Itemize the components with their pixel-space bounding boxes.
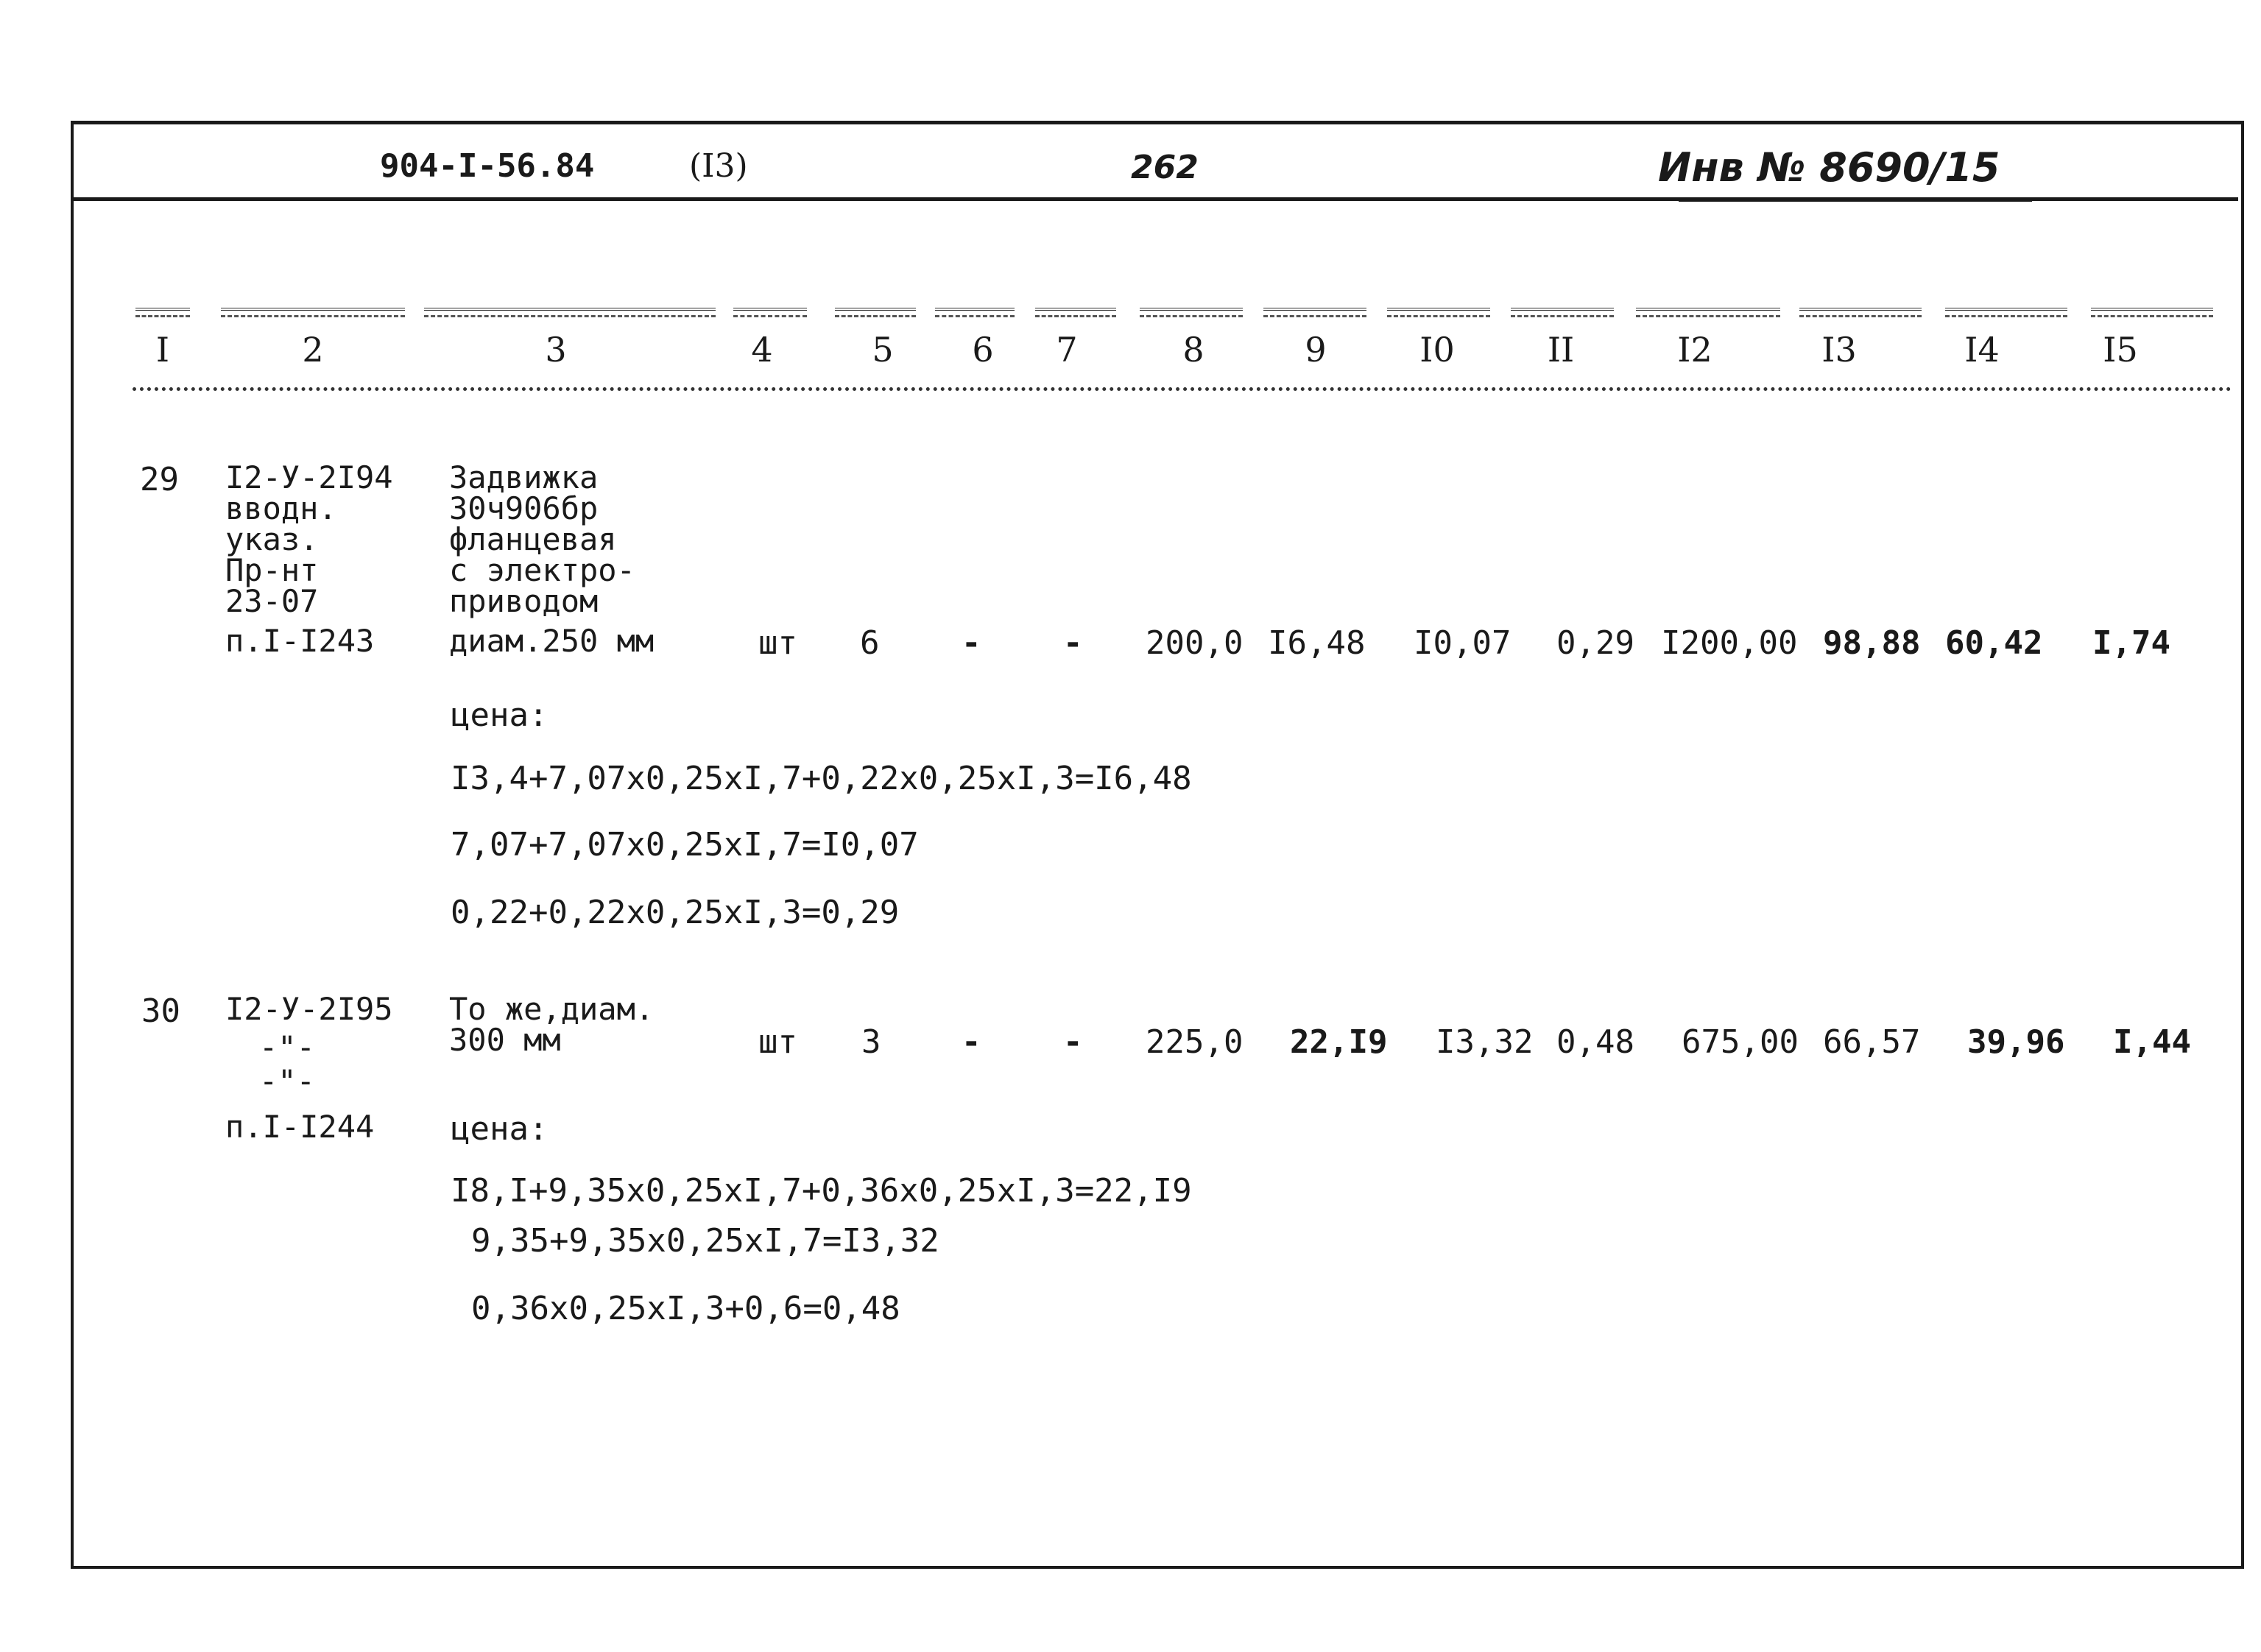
cell-12: I200,00 xyxy=(1661,624,1798,662)
col-dash xyxy=(835,308,916,314)
code-line: I2-У-2I94 xyxy=(225,459,393,495)
code-line: Пр-нт xyxy=(225,552,319,588)
col-dash xyxy=(1387,308,1490,314)
calc-line: 0,22+0,22x0,25xI,3=0,29 xyxy=(451,894,900,931)
price-label: цена: xyxy=(451,1110,549,1148)
desc-line: 300 мм xyxy=(449,1022,561,1058)
cell-10: I0,07 xyxy=(1414,624,1512,662)
desc-line: приводом xyxy=(449,583,599,619)
row-number: 29 xyxy=(140,461,179,498)
cell-13: 66,57 xyxy=(1823,1023,1921,1061)
qty-cell: 3 xyxy=(861,1023,881,1061)
desc-line: 30ч906бр xyxy=(449,490,599,526)
document-code: 904-I-56.84 xyxy=(380,147,595,185)
unit-cell: шт xyxy=(758,624,797,662)
col-dash xyxy=(935,308,1015,314)
cell-15: I,74 xyxy=(2092,624,2170,662)
code-line: -"- xyxy=(259,1029,315,1065)
column-number: 8 xyxy=(1182,330,1204,370)
code-line: 23-07 xyxy=(225,583,319,619)
cell-6: - xyxy=(962,624,981,662)
section-number: (I3) xyxy=(689,147,748,185)
col-dash xyxy=(221,308,405,314)
column-number: I xyxy=(155,330,170,370)
col-dash xyxy=(1263,308,1366,314)
column-number: 7 xyxy=(1056,330,1078,370)
column-number: I5 xyxy=(2103,330,2138,370)
calc-line: 7,07+7,07x0,25xI,7=I0,07 xyxy=(451,826,919,864)
col-dash xyxy=(733,308,807,314)
col-dash xyxy=(1636,308,1780,314)
desc-line: с электро- xyxy=(449,552,635,588)
code-line: -"- xyxy=(259,1063,315,1099)
col-dash xyxy=(1799,308,1922,314)
page-number: 262 xyxy=(1131,149,1199,186)
cell-9: 22,I9 xyxy=(1290,1023,1388,1061)
column-number: 6 xyxy=(972,330,994,370)
cell-15: I,44 xyxy=(2113,1023,2191,1061)
desc-line: фланцевая xyxy=(449,521,617,557)
cell-11: 0,29 xyxy=(1556,624,1634,662)
column-number: 5 xyxy=(872,330,894,370)
cell-8: 200,0 xyxy=(1146,624,1244,662)
cell-10: I3,32 xyxy=(1436,1023,1534,1061)
cell-7: - xyxy=(1063,1023,1083,1061)
calc-line: 9,35+9,35x0,25xI,7=I3,32 xyxy=(471,1222,939,1260)
column-number: I0 xyxy=(1419,330,1455,370)
col-dash xyxy=(424,308,716,314)
cell-8: 225,0 xyxy=(1146,1023,1244,1061)
column-number: I4 xyxy=(1964,330,2000,370)
cell-6: - xyxy=(962,1023,981,1061)
desc-line: диам.250 мм xyxy=(449,623,655,659)
col-dash xyxy=(1945,308,2067,314)
page-frame xyxy=(71,121,2244,1569)
code-line: вводн. xyxy=(225,490,337,526)
col-dash xyxy=(1140,308,1243,314)
col-dash xyxy=(2091,308,2213,314)
col-dash xyxy=(1035,308,1116,314)
column-header-rule xyxy=(133,387,2232,391)
column-number: I2 xyxy=(1677,330,1712,370)
desc-line: Задвижка xyxy=(449,459,599,495)
column-number: II xyxy=(1547,330,1575,370)
col-dash xyxy=(1511,308,1614,314)
col-dash xyxy=(135,308,190,314)
unit-cell: шт xyxy=(758,1023,797,1061)
cell-14: 60,42 xyxy=(1945,624,2043,662)
code-line: п.I-I243 xyxy=(225,623,375,659)
cell-11: 0,48 xyxy=(1556,1023,1634,1061)
column-number: 9 xyxy=(1305,330,1327,370)
inventory-number: Инв № 8690/15 xyxy=(1658,144,2000,191)
code-line: I2-У-2I95 xyxy=(225,991,393,1027)
row-number: 30 xyxy=(141,992,180,1030)
price-label: цена: xyxy=(451,696,549,734)
cell-9: I6,48 xyxy=(1268,624,1366,662)
column-number: 2 xyxy=(302,330,324,370)
qty-cell: 6 xyxy=(860,624,880,662)
calc-line: 0,36x0,25xI,3+0,6=0,48 xyxy=(471,1290,900,1327)
calc-line: I3,4+7,07x0,25xI,7+0,22x0,25xI,3=I6,48 xyxy=(451,760,1192,797)
code-line: п.I-I244 xyxy=(225,1109,375,1145)
code-line: указ. xyxy=(225,521,319,557)
cell-7: - xyxy=(1063,624,1083,662)
calc-line: I8,I+9,35x0,25xI,7+0,36x0,25xI,3=22,I9 xyxy=(451,1172,1192,1210)
column-number: 3 xyxy=(545,330,567,370)
cell-13: 98,88 xyxy=(1823,624,1921,662)
column-number: 4 xyxy=(751,330,773,370)
inventory-underline xyxy=(1679,197,2032,202)
column-number: I3 xyxy=(1821,330,1857,370)
desc-line: То же,диам. xyxy=(449,991,655,1027)
cell-14: 39,96 xyxy=(1967,1023,2065,1061)
cell-12: 675,00 xyxy=(1682,1023,1799,1061)
